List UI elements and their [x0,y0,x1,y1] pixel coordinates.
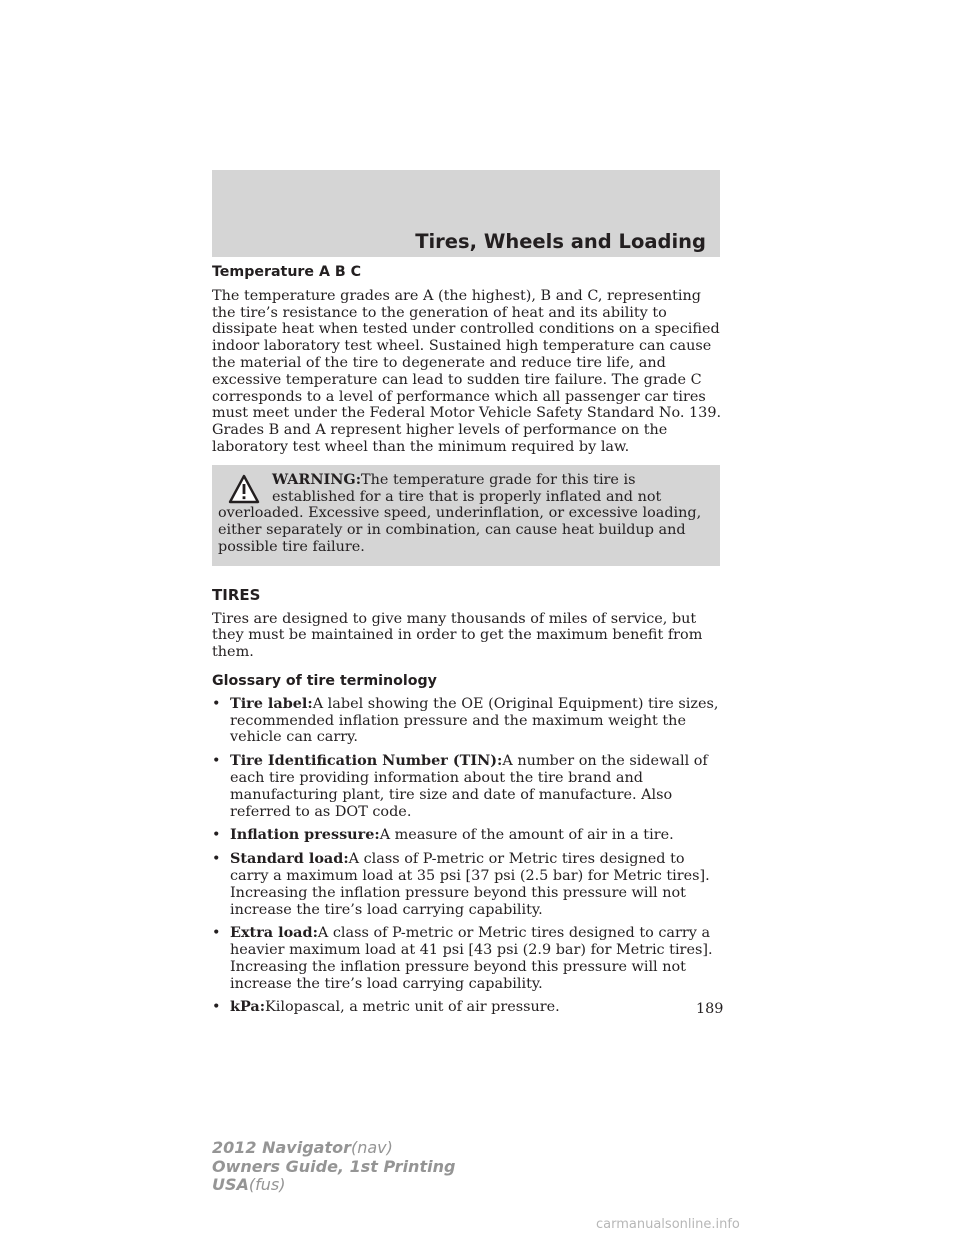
glossary-item-kpa [212,999,724,1016]
footer-line-1 [212,1139,455,1158]
glossary-term: Tire Identification Number (TIN): [230,752,503,770]
temperature-paragraph: The temperature grades are A (the highest), B and C, representing the tire’s resistance to the generation of heat and its ability to dissipate heat when tested under controlled conditions on a specified indoor laboratory test wheel. Sustained high temperature can cause the material of the tire to degenerate and reduce tire life, and excessive temperature can lead to sudden tire failure. The grade C corresponds to a level of performance which all passenger car tires must meet under the Federal Motor Vehicle Safety Standard No. 139. Grades B and A represent higher levels of performance on the laboratory test wheel than the minimum required by law. [212,287,722,455]
glossary-item-inflation-pressure [212,827,724,844]
footer-line-3 [212,1176,455,1195]
glossary-item-standard-load [212,851,724,918]
tires-paragraph: Tires are designed to give many thousands of miles of service, but they must be maintained in order to get the maximum benefit from them. [212,610,703,661]
bullet: • [212,925,221,942]
bullet: • [212,999,221,1016]
page-number: 189 [696,1001,724,1017]
footer-market-code: (fus) [248,1175,286,1194]
temperature-heading: Temperature A B C [212,264,362,280]
bullet: • [212,753,221,770]
bullet: • [212,695,221,712]
glossary-term: Standard load: [230,850,349,868]
glossary-definition: A class of P-metric or Metric tires designed to carry a maximum load at 35 psi [37 psi (2.5 bar) for Metric tires]. Increasing the inflation pressure beyond this pressure will not increase the tire’s load carrying capability. [230,851,710,918]
section-title: Tires, Wheels and Loading [415,230,706,253]
watermark: carmanualsonline.info [596,1217,740,1232]
warning-text: The temperature grade for this tire is established for a tire that is properly inflated and not overloaded. Excessive speed, underinflation, or excessive loading, either separately or in combination, can cause heat buildup and possible tire failure. [218,471,702,555]
warning-box [212,465,720,566]
warning-triangle-icon [228,474,260,504]
footer-market: USA [212,1175,249,1194]
glossary-heading: Glossary of tire terminology [212,672,437,689]
glossary-term: kPa: [230,998,266,1016]
glossary-term: Inflation pressure: [230,826,380,844]
glossary-item-extra-load [212,925,724,992]
footer-print-info [212,1139,455,1195]
glossary-definition: A class of P-metric or Metric tires designed to carry a heavier maximum load at 41 psi [43 psi (2.9 bar) for Metric tires]. Increasing the inflation pressure beyond this pressure will not increase the tire’s load carrying capability. [230,925,713,992]
glossary-term: Extra load: [230,924,318,942]
section-header-band [212,170,720,257]
glossary-item-tin [212,753,724,820]
footer-edition: Owners Guide, 1st Printing [212,1156,456,1176]
glossary-list [212,696,724,1017]
glossary-definition: A measure of the amount of air in a tire. [379,827,674,844]
glossary-item-tire-label [212,696,724,746]
footer-model: 2012 Navigator [212,1138,351,1157]
footer-line-2 [212,1158,455,1177]
glossary-definition: Kilopascal, a metric unit of air pressure. [265,999,560,1016]
footer-model-code: (nav) [350,1138,393,1157]
page-content [212,264,724,1023]
glossary-definition: A label showing the OE (Original Equipment) tire sizes, recommended inflation pressure and the maximum weight the vehicle can carry. [230,695,719,746]
glossary-term: Tire label: [230,694,313,712]
warning-text-block [218,472,710,556]
tires-heading: TIRES [212,585,261,604]
bullet: • [212,827,221,844]
glossary-definition: A number on the sidewall of each tire providing information about the tire brand and manufacturing plant, tire size and date of manufacture. Also referred to as DOT code. [230,753,708,820]
bullet: • [212,851,221,868]
warning-label: WARNING: [272,470,362,488]
